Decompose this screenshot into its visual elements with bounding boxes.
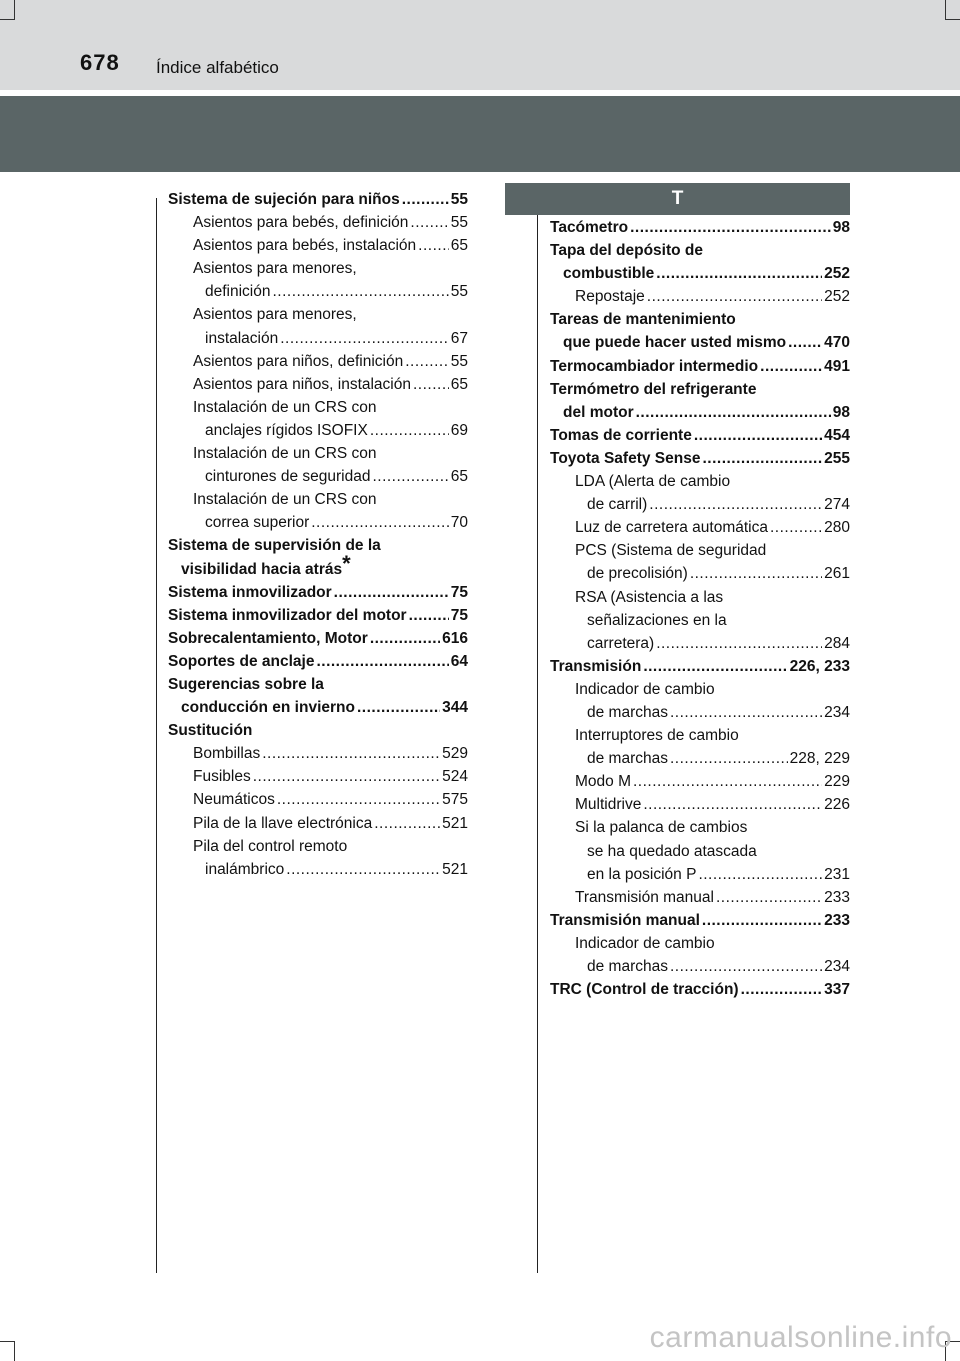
index-entry-page: 228, 229 — [789, 750, 850, 768]
index-entry-text: Instalación de un CRS con — [193, 445, 377, 463]
index-entry-text: Asientos para menores, — [193, 306, 357, 324]
leader-dots — [670, 955, 822, 978]
index-entry-text: Sistema de sujeción para niños — [168, 191, 400, 208]
index-entry-text: Fusibles — [193, 768, 251, 786]
index-entry-text: de marchas — [587, 750, 668, 768]
index-entry-text: Asientos para menores, — [193, 260, 357, 278]
index-entry-text: carretera) — [587, 634, 655, 652]
leader-dots — [690, 562, 822, 585]
index-entry-text: Sobrecalentamiento, Motor — [168, 629, 368, 647]
index-entry-page: 491 — [824, 357, 850, 375]
index-entry-text: inalámbrico — [205, 860, 285, 878]
index-entry-page: 575 — [442, 791, 468, 809]
index-entry — [168, 419, 468, 442]
index-entry-text: Sistema de supervisión de la — [168, 537, 381, 555]
index-entry — [168, 765, 468, 788]
index-entry — [168, 350, 468, 373]
index-entry — [550, 308, 850, 331]
index-entry — [550, 909, 850, 932]
index-entry — [168, 511, 468, 534]
index-entry — [550, 655, 850, 678]
index-entry-page: 67 — [450, 329, 468, 347]
letter-header-t: T — [505, 183, 850, 215]
index-entry — [550, 701, 850, 724]
index-entry-page: 55 — [450, 214, 468, 232]
index-entry — [550, 216, 850, 239]
leader-dots — [647, 285, 822, 308]
index-entry-page: 65 — [450, 237, 468, 255]
leader-dots — [716, 886, 822, 909]
index-entry — [168, 442, 468, 465]
index-entry-text: Indicador de cambio — [575, 934, 715, 952]
index-entry — [168, 534, 468, 557]
index-entry-text: cinturones de seguridad — [205, 468, 371, 486]
index-entry-text: definición — [205, 283, 271, 301]
index-entry-page: 75 — [450, 583, 468, 601]
index-entry-text: Tacómetro — [550, 219, 629, 236]
leader-dots — [670, 747, 788, 770]
index-entry-page: 55 — [450, 352, 468, 370]
index-entry-text: Termómetro del refrigerante — [550, 380, 757, 398]
leader-dots — [334, 581, 449, 604]
index-entry — [550, 770, 850, 793]
index-entry — [168, 696, 468, 719]
index-entry-page: 70 — [450, 514, 468, 532]
index-entry-text: de carril) — [587, 496, 648, 514]
index-entry-page: 470 — [824, 334, 850, 352]
leader-dots — [633, 770, 822, 793]
index-entry — [550, 816, 850, 839]
index-entry — [168, 327, 468, 350]
index-entry — [168, 234, 468, 257]
index-entry-page: 98 — [832, 219, 850, 236]
index-entry-text: Bombillas — [193, 745, 261, 763]
index-entry — [550, 539, 850, 562]
index-entry — [168, 604, 468, 627]
index-entry — [550, 747, 850, 770]
index-entry-text: de precolisión) — [587, 565, 688, 583]
leader-dots — [698, 863, 822, 886]
index-entry-text: Asientos para niños, instalación — [193, 375, 411, 393]
index-entry — [550, 632, 850, 655]
index-entry-text: correa superior — [205, 514, 310, 532]
section-title: Índice alfabético — [156, 58, 279, 77]
index-entry-text: Instalación de un CRS con — [193, 491, 377, 509]
index-entry — [168, 835, 468, 858]
index-entry-page: 55 — [450, 283, 468, 301]
index-entry-page: 521 — [442, 814, 468, 832]
index-entry-text: conducción en invierno — [181, 699, 355, 717]
index-entry-text: de marchas — [587, 703, 668, 721]
index-entry — [550, 378, 850, 401]
leader-dots — [402, 188, 449, 211]
crop-mark — [14, 1341, 15, 1361]
index-entry — [550, 863, 850, 886]
index-entry — [550, 793, 850, 816]
index-entry — [168, 581, 468, 604]
index-entry-text: Sustitución — [168, 722, 253, 740]
leader-dots — [357, 696, 440, 719]
index-entry — [550, 955, 850, 978]
header-band — [0, 0, 960, 90]
index-entry — [168, 650, 468, 673]
index-entry-text: Termocambiador intermedio — [550, 357, 759, 375]
index-entry-page: 234 — [824, 958, 850, 975]
index-entry-text: Transmisión manual — [550, 911, 700, 929]
index-entry — [168, 550, 468, 581]
right-column-rule — [537, 198, 538, 1273]
index-entry-text: Soportes de anclaje — [168, 652, 315, 670]
crop-mark — [0, 19, 15, 20]
crop-mark — [945, 0, 946, 20]
index-entry-page: 226 — [824, 796, 850, 814]
index-entry — [550, 886, 850, 909]
index-entry-text: Tomas de corriente — [550, 426, 692, 444]
index-entry-page: 233 — [824, 888, 850, 906]
index-entry-text: Asientos para bebés, instalación — [193, 237, 417, 255]
index-entry-text: Si la palanca de cambios — [575, 819, 748, 837]
leader-dots — [656, 262, 822, 285]
index-entry — [168, 465, 468, 488]
index-entry — [168, 303, 468, 326]
index-entry — [168, 188, 468, 211]
index-entry-text: Neumáticos — [193, 791, 275, 809]
index-entry-text: Toyota Safety Sense — [550, 449, 701, 467]
index-column-left — [168, 188, 468, 881]
index-entry — [550, 355, 850, 378]
index-entry-text: PCS (Sistema de seguridad — [575, 542, 767, 560]
leader-dots — [413, 373, 449, 396]
index-entry-text: Modo M — [575, 773, 631, 791]
index-entry-page: 524 — [442, 768, 468, 786]
index-column-right — [550, 216, 850, 1001]
leader-dots — [702, 909, 822, 932]
footnote-star: * — [342, 550, 351, 576]
leader-dots — [370, 419, 449, 442]
index-entry — [550, 262, 850, 285]
index-entry-text: visibilidad hacia atrás — [181, 560, 343, 578]
leader-dots — [277, 788, 440, 811]
index-entry-text: Repostaje — [575, 288, 645, 306]
index-entry-page: 337 — [824, 981, 850, 999]
index-entry — [550, 609, 850, 632]
index-entry — [550, 724, 850, 747]
index-entry — [168, 627, 468, 650]
index-entry-text: anclajes rígidos ISOFIX — [205, 421, 368, 439]
index-entry — [168, 812, 468, 835]
index-entry-page: 274 — [824, 496, 850, 514]
index-entry-text: combustible — [563, 265, 655, 283]
index-entry — [550, 331, 850, 354]
index-entry — [550, 562, 850, 585]
index-entry-text: Indicador de cambio — [575, 680, 715, 698]
index-entry — [550, 447, 850, 470]
leader-dots — [656, 632, 822, 655]
watermark: carmanualsonline.info — [649, 1321, 952, 1354]
index-entry-text: de marchas — [587, 958, 668, 975]
index-entry-page: 616 — [442, 629, 468, 647]
leader-dots — [280, 327, 449, 350]
index-entry-page: 344 — [442, 699, 468, 717]
index-entry-page: 234 — [824, 703, 850, 721]
index-entry-text: Sistema inmovilizador del motor — [168, 606, 407, 624]
index-entry-text: Instalación de un CRS con — [193, 398, 377, 416]
leader-dots — [670, 701, 822, 724]
leader-dots — [253, 765, 440, 788]
leader-dots — [760, 355, 822, 378]
leader-dots — [374, 812, 440, 835]
index-entry-text: Pila de la llave electrónica — [193, 814, 373, 832]
crop-mark — [945, 19, 960, 20]
index-entry-page: 75 — [450, 606, 468, 624]
leader-dots — [410, 211, 448, 234]
leader-dots — [262, 742, 440, 765]
leader-dots — [741, 978, 823, 1001]
index-entry-text: instalación — [205, 329, 279, 347]
page-number: 678 — [80, 50, 120, 75]
index-entry-page: 65 — [450, 375, 468, 393]
index-entry-page: 280 — [824, 519, 850, 537]
index-entry-text: Interruptores de cambio — [575, 727, 739, 745]
index-entry — [168, 280, 468, 303]
index-entry-page: 65 — [450, 468, 468, 486]
leader-dots — [643, 793, 822, 816]
leader-dots — [409, 604, 449, 627]
index-entry-text: se ha quedado atascada — [587, 842, 757, 860]
index-entry-text: Tareas de mantenimiento — [550, 311, 736, 329]
index-entry-page: 229 — [824, 773, 850, 791]
index-entry — [550, 493, 850, 516]
section-banner — [0, 96, 960, 172]
index-entry-page: 55 — [450, 191, 468, 208]
index-entry-text: Luz de carretera automática — [575, 519, 768, 537]
index-entry-text: del motor — [563, 403, 634, 421]
leader-dots — [630, 216, 831, 239]
index-entry — [550, 678, 850, 701]
index-entry — [168, 858, 468, 881]
index-entry — [168, 211, 468, 234]
leader-dots — [702, 447, 822, 470]
index-entry-page: 529 — [442, 745, 468, 763]
index-entry — [550, 586, 850, 609]
index-entry-text: en la posición P — [587, 865, 697, 883]
index-entry — [550, 285, 850, 308]
index-entry-page: 255 — [824, 449, 850, 467]
leader-dots — [418, 234, 449, 257]
index-entry — [550, 470, 850, 493]
leader-dots — [788, 331, 822, 354]
leader-dots — [316, 650, 448, 673]
index-entry-text: que puede hacer usted mismo — [563, 334, 787, 352]
index-entry-text: Tapa del depósito de — [550, 242, 704, 260]
index-entry — [550, 401, 850, 424]
index-entry — [168, 742, 468, 765]
leader-dots — [405, 350, 449, 373]
leader-dots — [311, 511, 449, 534]
index-entry-text: RSA (Asistencia a las — [575, 588, 724, 606]
index-entry — [168, 788, 468, 811]
index-entry-page: 231 — [824, 865, 850, 883]
index-entry — [168, 257, 468, 280]
index-entry — [550, 239, 850, 262]
index-entry — [550, 978, 850, 1001]
index-entry-page: 69 — [450, 421, 468, 439]
index-entry-text: Transmisión manual — [575, 888, 714, 906]
leader-dots — [273, 280, 449, 303]
index-entry-text: Pila del control remoto — [193, 837, 348, 855]
index-entry — [168, 396, 468, 419]
leader-dots — [372, 465, 448, 488]
leader-dots — [694, 424, 822, 447]
crop-mark — [0, 1341, 15, 1342]
index-entry — [550, 932, 850, 955]
leader-dots — [370, 627, 440, 650]
index-entry — [550, 840, 850, 863]
index-entry-text: Sugerencias sobre la — [168, 675, 324, 693]
leader-dots — [643, 655, 787, 678]
index-entry-text: Asientos para niños, definición — [193, 352, 404, 370]
index-entry-text: LDA (Alerta de cambio — [575, 473, 731, 491]
index-entry-text: Asientos para bebés, definición — [193, 214, 409, 232]
index-entry — [168, 373, 468, 396]
index-entry-text: TRC (Control de tracción) — [550, 981, 739, 999]
index-entry-page: 252 — [824, 288, 850, 306]
leader-dots — [649, 493, 822, 516]
index-entry-text: Transmisión — [550, 657, 642, 675]
index-entry — [550, 424, 850, 447]
index-entry-page: 226, 233 — [789, 657, 850, 675]
index-entry-text: Sistema inmovilizador — [168, 583, 332, 601]
leader-dots — [770, 516, 822, 539]
index-entry-page: 233 — [824, 911, 850, 929]
index-entry-page: 64 — [450, 652, 468, 670]
left-column-rule — [156, 198, 157, 1273]
index-entry — [168, 488, 468, 511]
index-entry-text: Multidrive — [575, 796, 642, 814]
crop-mark — [14, 0, 15, 20]
index-entry — [168, 673, 468, 696]
leader-dots — [636, 401, 831, 424]
index-entry-page: 521 — [442, 860, 468, 878]
index-entry-text: señalizaciones en la — [587, 611, 727, 629]
index-entry-page: 261 — [824, 565, 850, 583]
index-entry-page: 454 — [824, 426, 850, 444]
index-entry-page: 98 — [832, 403, 850, 421]
index-entry-page: 252 — [824, 265, 850, 283]
index-entry — [168, 719, 468, 742]
leader-dots — [286, 858, 440, 881]
index-entry-page: 284 — [824, 634, 850, 652]
index-entry — [550, 516, 850, 539]
